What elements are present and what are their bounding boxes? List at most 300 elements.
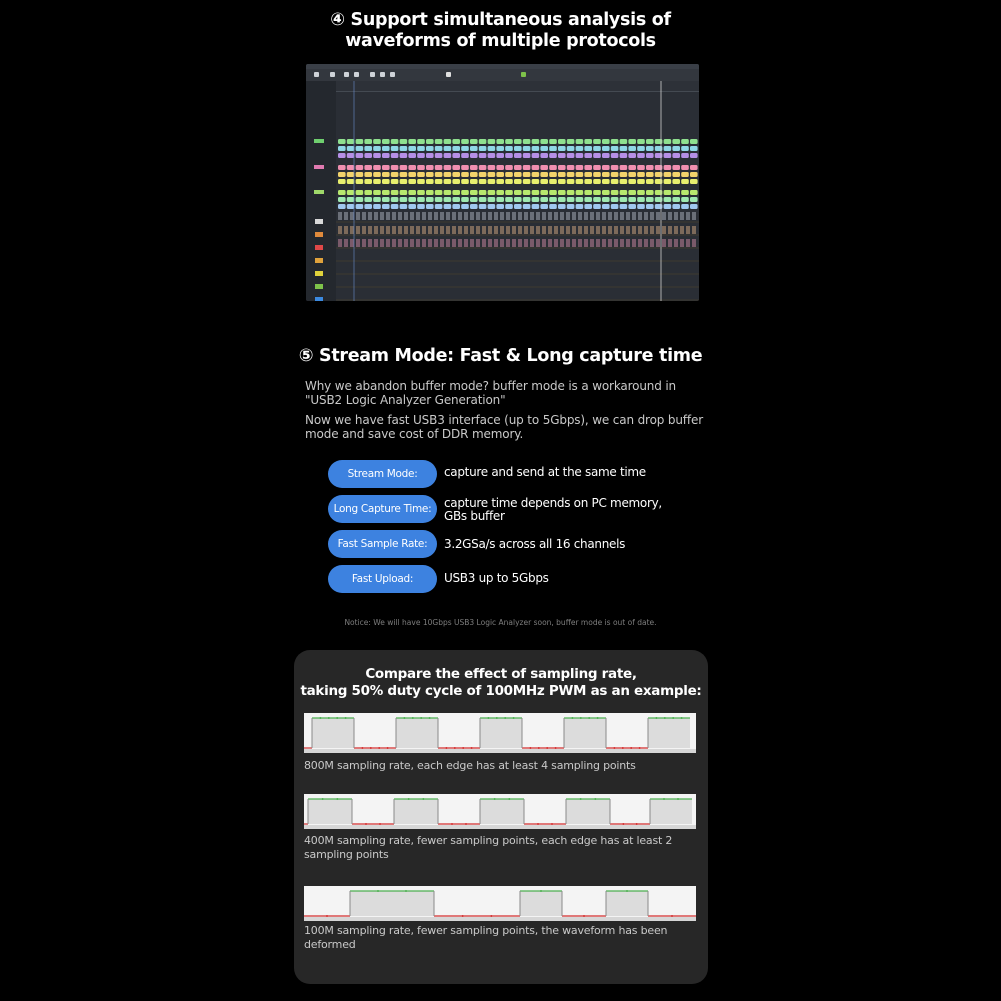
protocol-frame	[452, 172, 460, 177]
digital-pulse	[638, 239, 642, 247]
digital-pulse	[680, 212, 684, 220]
sample-point	[322, 798, 324, 800]
protocol-frame	[347, 179, 355, 184]
protocol-frame	[576, 190, 584, 195]
sample-point	[580, 717, 582, 719]
sample-point	[613, 747, 615, 749]
digital-pulse	[578, 212, 582, 220]
protocol-frame	[496, 153, 504, 158]
protocol-frame	[338, 204, 346, 209]
digital-pulse	[692, 212, 696, 220]
protocol-frame	[681, 172, 689, 177]
protocol-frame	[523, 172, 531, 177]
protocol-frame	[637, 165, 645, 170]
protocol-frame	[540, 190, 548, 195]
sample-point	[508, 798, 510, 800]
protocol-frame	[672, 139, 680, 144]
protocol-frame	[672, 165, 680, 170]
digital-pulse	[422, 226, 426, 234]
protocol-frame	[408, 146, 416, 151]
protocol-frame	[611, 139, 619, 144]
protocol-frame	[576, 197, 584, 202]
digital-pulse	[590, 212, 594, 220]
protocol-frame	[540, 172, 548, 177]
protocol-frame	[408, 165, 416, 170]
digital-pulse	[512, 226, 516, 234]
protocol-frame	[444, 179, 452, 184]
protocol-frame	[426, 165, 434, 170]
intro-paragraph-1: Why we abandon buffer mode? buffer mode is a workaround in "USB2 Logic Analyzer Generation"	[305, 379, 677, 407]
protocol-frame	[382, 204, 390, 209]
protocol-frame	[628, 179, 636, 184]
protocol-frame	[637, 139, 645, 144]
protocol-frame	[628, 165, 636, 170]
protocol-frame	[488, 146, 496, 151]
protocol-frame	[558, 172, 566, 177]
digital-pulse	[656, 226, 660, 234]
digital-pulse	[488, 212, 492, 220]
digital-pulse	[338, 212, 342, 220]
protocol-frame	[470, 204, 478, 209]
caption-100m: 100M sampling rate, fewer sampling points, the waveform has been deformed	[304, 924, 668, 951]
protocol-frame	[452, 179, 460, 184]
protocol-frame	[532, 179, 540, 184]
digital-pulse	[386, 226, 390, 234]
wave-fill	[606, 891, 648, 916]
protocol-frame	[664, 179, 672, 184]
digital-pulse	[344, 212, 348, 220]
protocol-frame	[637, 197, 645, 202]
protocol-frame	[532, 172, 540, 177]
digital-pulse	[680, 239, 684, 247]
protocol-frame	[461, 204, 469, 209]
digital-pulse	[404, 226, 408, 234]
protocol-frame	[611, 190, 619, 195]
protocol-frame	[584, 165, 592, 170]
sample-point	[328, 717, 330, 719]
digital-pulse	[650, 212, 654, 220]
protocol-frame	[356, 197, 364, 202]
protocol-frame	[567, 190, 575, 195]
section4-title-line1: ④ Support simultaneous analysis of	[330, 10, 671, 30]
protocol-frame	[479, 172, 487, 177]
protocol-frame	[400, 153, 408, 158]
digital-pulse	[422, 239, 426, 247]
channel-group-tag	[314, 139, 324, 143]
protocol-frame	[461, 172, 469, 177]
digital-pulse	[614, 239, 618, 247]
protocol-frame	[364, 172, 372, 177]
sample-point	[487, 717, 489, 719]
protocol-frame	[576, 139, 584, 144]
digital-pulse	[398, 212, 402, 220]
wave-fill	[480, 718, 522, 748]
sample-point	[319, 717, 321, 719]
protocol-frame	[479, 165, 487, 170]
protocol-frame	[602, 165, 610, 170]
digital-pulse	[428, 239, 432, 247]
digital-pulse	[602, 226, 606, 234]
protocol-frame	[514, 190, 522, 195]
sample-point	[412, 717, 414, 719]
protocol-frame	[470, 172, 478, 177]
protocol-frame	[470, 179, 478, 184]
wave-baseline	[304, 825, 696, 829]
protocol-frame	[488, 190, 496, 195]
digital-pulse	[590, 226, 594, 234]
digital-pulse	[374, 212, 378, 220]
protocol-frame	[628, 139, 636, 144]
digital-pulse	[530, 212, 534, 220]
digital-pulse	[434, 226, 438, 234]
protocol-frame	[364, 197, 372, 202]
protocol-frame	[532, 197, 540, 202]
digital-pulse	[488, 226, 492, 234]
sample-point	[496, 717, 498, 719]
digital-pulse	[362, 239, 366, 247]
protocol-frame	[435, 204, 443, 209]
protocol-frame	[488, 165, 496, 170]
protocol-frame	[505, 153, 513, 158]
sample-point	[571, 717, 573, 719]
protocol-frame	[417, 165, 425, 170]
protocol-frame	[444, 172, 452, 177]
protocol-frame	[400, 197, 408, 202]
protocol-frame	[523, 153, 531, 158]
protocol-frame	[611, 197, 619, 202]
protocol-frame	[444, 139, 452, 144]
protocol-frame	[558, 190, 566, 195]
wave-baseline	[304, 917, 696, 921]
digital-pulse	[512, 239, 516, 247]
protocol-frame	[373, 179, 381, 184]
protocol-frame	[364, 179, 372, 184]
waveform-100m	[304, 886, 696, 921]
feature-desc-long-capture	[444, 497, 694, 523]
protocol-frame	[400, 146, 408, 151]
protocol-frame	[408, 153, 416, 158]
protocol-frame	[470, 153, 478, 158]
protocol-frame	[426, 204, 434, 209]
protocol-frame	[672, 153, 680, 158]
digital-pulse	[536, 239, 540, 247]
digital-pulse	[464, 226, 468, 234]
digital-pulse	[338, 226, 342, 234]
protocol-frame	[505, 197, 513, 202]
protocol-frame	[523, 139, 531, 144]
protocol-frame	[470, 139, 478, 144]
sample-point	[471, 747, 473, 749]
digital-pulse	[452, 212, 456, 220]
protocol-frame	[435, 153, 443, 158]
protocol-frame	[620, 190, 628, 195]
protocol-frame	[347, 190, 355, 195]
digital-pulse	[458, 212, 462, 220]
protocol-frame	[593, 146, 601, 151]
sample-point	[594, 798, 596, 800]
protocol-frame	[602, 153, 610, 158]
digital-pulse	[662, 226, 666, 234]
protocol-frame	[690, 204, 698, 209]
protocol-frame	[646, 190, 654, 195]
protocol-frame	[558, 204, 566, 209]
protocol-frame	[391, 146, 399, 151]
protocol-frame	[417, 146, 425, 151]
digital-pulse	[626, 226, 630, 234]
protocol-frame	[646, 204, 654, 209]
sample-point	[555, 747, 557, 749]
digital-pulse	[338, 239, 342, 247]
protocol-frame	[611, 165, 619, 170]
protocol-frame	[470, 165, 478, 170]
protocol-frame	[496, 179, 504, 184]
protocol-frame	[611, 204, 619, 209]
digital-pulse	[458, 226, 462, 234]
feature-desc-line: capture and send at the same time	[444, 465, 646, 479]
protocol-frame	[426, 172, 434, 177]
sample-point	[405, 890, 407, 892]
digital-pulse	[446, 239, 450, 247]
protocol-frame	[479, 153, 487, 158]
protocol-frame	[479, 204, 487, 209]
digital-pulse	[392, 239, 396, 247]
digital-pulse	[674, 239, 678, 247]
protocol-frame	[364, 165, 372, 170]
digital-pulse	[410, 212, 414, 220]
protocol-frame	[435, 172, 443, 177]
feature-pill-long-capture: Long Capture Time:	[328, 495, 437, 523]
protocol-frame	[373, 197, 381, 202]
protocol-frame	[567, 172, 575, 177]
digital-pulse	[620, 212, 624, 220]
digital-pulse	[506, 212, 510, 220]
protocol-frame	[681, 204, 689, 209]
digital-pulse	[542, 239, 546, 247]
digital-pulse	[506, 226, 510, 234]
protocol-frame	[672, 146, 680, 151]
digital-pulse	[536, 226, 540, 234]
sample-point	[622, 747, 624, 749]
protocol-frame	[461, 165, 469, 170]
digital-pulse	[620, 226, 624, 234]
digital-pulse	[458, 239, 462, 247]
digital-pulse	[692, 226, 696, 234]
digital-pulse	[656, 239, 660, 247]
digital-pulse	[470, 212, 474, 220]
protocol-frame	[584, 190, 592, 195]
digital-pulse	[392, 212, 396, 220]
protocol-frame	[373, 204, 381, 209]
protocol-frame	[347, 197, 355, 202]
feature-pill-sample-rate: Fast Sample Rate:	[328, 530, 437, 558]
digital-pulse	[650, 239, 654, 247]
protocol-frame	[426, 179, 434, 184]
protocol-frame	[514, 204, 522, 209]
protocol-frame	[444, 190, 452, 195]
digital-pulse	[386, 212, 390, 220]
protocol-frame	[338, 165, 346, 170]
sample-point	[345, 717, 347, 719]
protocol-frame	[549, 153, 557, 158]
digital-pulse	[416, 212, 420, 220]
protocol-frame	[400, 139, 408, 144]
protocol-frame	[364, 146, 372, 151]
protocol-frame	[628, 172, 636, 177]
protocol-frame	[628, 153, 636, 158]
digital-pulse	[692, 239, 696, 247]
protocol-frame	[620, 197, 628, 202]
wave-fill	[566, 799, 610, 824]
protocol-frame	[593, 179, 601, 184]
digital-pulse	[464, 239, 468, 247]
protocol-frame	[452, 165, 460, 170]
protocol-frame	[558, 139, 566, 144]
protocol-frame	[496, 190, 504, 195]
digital-pulse	[632, 212, 636, 220]
protocol-frame	[479, 146, 487, 151]
digital-pulse	[428, 226, 432, 234]
protocol-frame	[417, 179, 425, 184]
protocol-frame	[488, 204, 496, 209]
protocol-frame	[532, 165, 540, 170]
protocol-frame	[602, 146, 610, 151]
sample-point	[588, 717, 590, 719]
protocol-frame	[444, 153, 452, 158]
protocol-frame	[461, 190, 469, 195]
digital-pulse	[476, 212, 480, 220]
protocol-frame	[637, 179, 645, 184]
protocol-frame	[628, 197, 636, 202]
digital-pulse	[686, 226, 690, 234]
protocol-frame	[690, 146, 698, 151]
protocol-frame	[356, 165, 364, 170]
digital-pulse	[566, 212, 570, 220]
digital-pulse	[404, 212, 408, 220]
digital-pulse	[572, 212, 576, 220]
protocol-frame	[602, 197, 610, 202]
sample-point	[403, 717, 405, 719]
protocol-frame	[488, 139, 496, 144]
protocol-frame	[523, 179, 531, 184]
protocol-frame	[382, 197, 390, 202]
protocol-frame	[567, 153, 575, 158]
protocol-frame	[496, 165, 504, 170]
protocol-frame	[620, 153, 628, 158]
protocol-frame	[470, 197, 478, 202]
protocol-frame	[417, 139, 425, 144]
protocol-frame	[496, 204, 504, 209]
protocol-frame	[356, 172, 364, 177]
protocol-frame	[435, 165, 443, 170]
protocol-frame	[664, 204, 672, 209]
sample-point	[451, 823, 453, 825]
digital-pulse	[584, 239, 588, 247]
wave-fill	[650, 799, 692, 824]
protocol-frame	[505, 204, 513, 209]
feature-desc-line: 3.2GSa/s across all 16 channels	[444, 537, 626, 551]
protocol-frame	[584, 172, 592, 177]
digital-pulse	[524, 226, 528, 234]
protocol-frame	[540, 146, 548, 151]
protocol-frame	[620, 139, 628, 144]
sample-point	[336, 717, 338, 719]
protocol-frame	[523, 204, 531, 209]
sample-point	[454, 747, 456, 749]
protocol-frame	[628, 146, 636, 151]
protocol-frame	[391, 139, 399, 144]
protocol-frame	[584, 204, 592, 209]
sample-point	[540, 890, 542, 892]
digital-pulse	[638, 226, 642, 234]
digital-pulse	[350, 212, 354, 220]
protocol-frame	[646, 179, 654, 184]
protocol-frame	[338, 146, 346, 151]
protocol-frame	[461, 197, 469, 202]
digital-pulse	[350, 226, 354, 234]
protocol-frame	[435, 197, 443, 202]
channel-color-chip	[315, 284, 323, 289]
digital-pulse	[488, 239, 492, 247]
digital-pulse	[344, 226, 348, 234]
sample-point	[671, 915, 673, 917]
digital-pulse	[392, 226, 396, 234]
protocol-frame	[505, 146, 513, 151]
sample-point	[626, 890, 628, 892]
protocol-frame	[356, 153, 364, 158]
digital-pulse	[416, 226, 420, 234]
protocol-frame	[593, 197, 601, 202]
protocol-frame	[514, 197, 522, 202]
digital-pulse	[608, 212, 612, 220]
protocol-frame	[681, 190, 689, 195]
protocol-frame	[664, 146, 672, 151]
digital-pulse	[644, 239, 648, 247]
waveform-400m	[304, 794, 696, 829]
protocol-frame	[382, 190, 390, 195]
protocol-frame	[505, 139, 513, 144]
digital-pulse	[632, 226, 636, 234]
protocol-frame	[338, 197, 346, 202]
protocol-frame	[391, 204, 399, 209]
protocol-frame	[444, 165, 452, 170]
protocol-frame	[681, 146, 689, 151]
protocol-frame	[646, 172, 654, 177]
digital-pulse	[368, 239, 372, 247]
waveform-800m	[304, 713, 696, 753]
protocol-frame	[347, 153, 355, 158]
sample-point	[378, 747, 380, 749]
feature-desc-line: USB3 up to 5Gbps	[444, 571, 549, 585]
channel-group-tag	[314, 165, 324, 169]
sample-point	[361, 747, 363, 749]
digital-pulse	[386, 239, 390, 247]
protocol-frame	[505, 172, 513, 177]
protocol-frame	[364, 139, 372, 144]
protocol-frame	[690, 197, 698, 202]
protocol-frame	[514, 172, 522, 177]
protocol-frame	[435, 190, 443, 195]
protocol-frame	[496, 172, 504, 177]
wave-fill	[396, 718, 438, 748]
protocol-frame	[408, 179, 416, 184]
digital-pulse	[356, 239, 360, 247]
digital-pulse	[530, 239, 534, 247]
digital-pulse	[602, 239, 606, 247]
digital-pulse	[494, 226, 498, 234]
protocol-frame	[540, 204, 548, 209]
wave-fill	[394, 799, 438, 824]
protocol-frame	[373, 153, 381, 158]
